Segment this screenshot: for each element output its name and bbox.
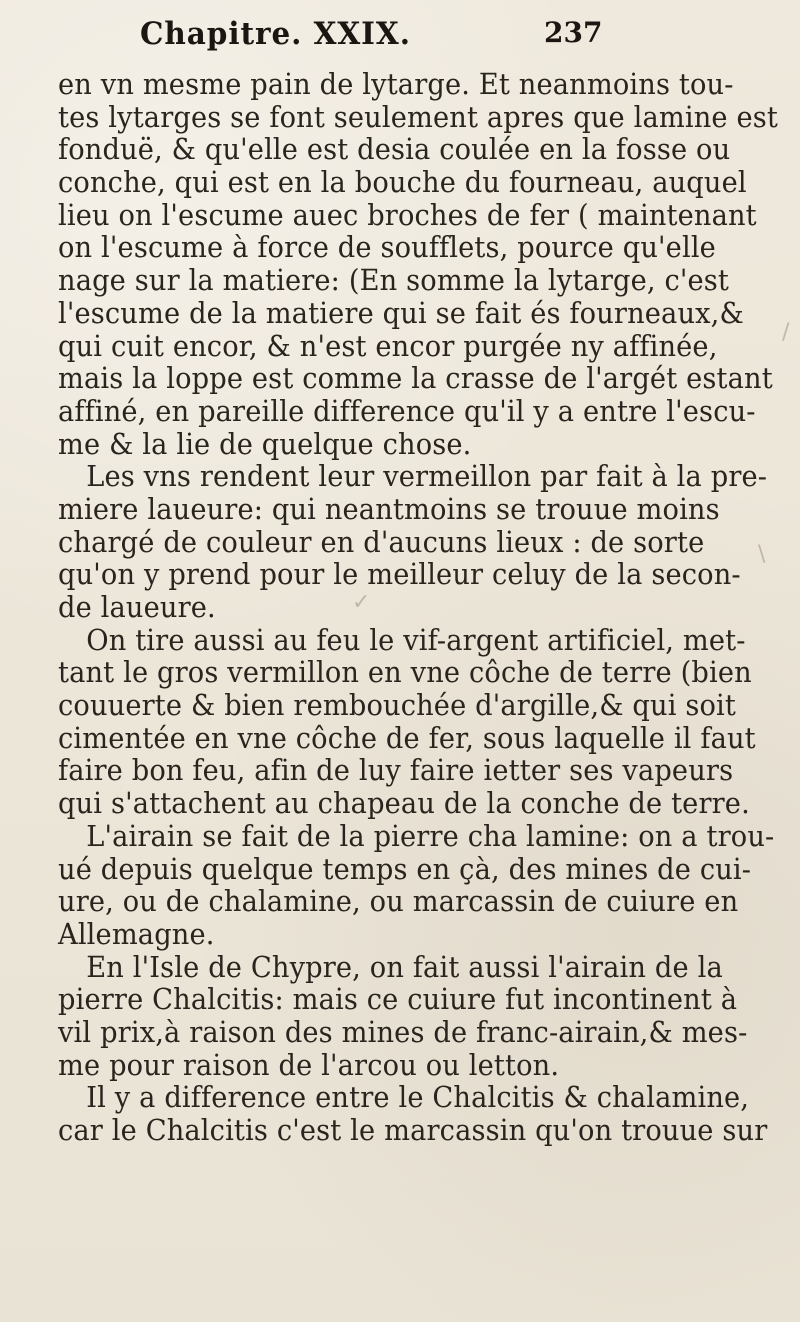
- text-line: ure, ou de chalamine, ou marcassin de cuiure en: [58, 884, 739, 919]
- text-line: nage sur la matiere: (En somme la lytarge, c'est: [58, 263, 730, 298]
- text-line: ué depuis quelque temps en çà, des mines de cui-: [58, 851, 752, 886]
- text-line: affiné, en pareille difference qu'il y a entre l'escu-: [58, 393, 756, 428]
- text-line: tant le gros vermillon en vne côche de terre (bien: [58, 655, 752, 690]
- text-line: tes lytarges se font seulement apres que lamine est: [58, 99, 778, 134]
- text-line: cimentée en vne côche de fer, sous laquelle il faut: [58, 720, 756, 755]
- text-line: me & la lie de quelque chose.: [58, 426, 472, 461]
- text-block: [58, 67, 778, 1147]
- margin-mark: \: [758, 542, 766, 567]
- text-line: car le Chalcitis c'est le marcassin qu'on trouue sur: [58, 1113, 768, 1147]
- paragraph-line: Il y a difference entre le Chalcitis & chalamine,: [86, 1080, 750, 1115]
- paragraph-line: On tire aussi au feu le vif-argent artificiel, met-: [86, 622, 746, 657]
- paragraph-line: L'airain se fait de la pierre cha lamine: on a trou-: [86, 818, 775, 853]
- page-number: 237: [544, 16, 603, 49]
- text-line: Allemagne.: [58, 916, 215, 951]
- text-line: mais la loppe est comme la crasse de l'argét estant: [58, 361, 773, 396]
- paragraph-line: Les vns rendent leur vermeillon par fait à la pre-: [86, 459, 768, 494]
- text-line: qu'on y prend pour le meilleur celuy de la secon-: [58, 557, 741, 592]
- text-line: l'escume de la matiere qui se fait és fourneaux,&: [58, 295, 744, 330]
- text-line: fonduë, & qu'elle est desia coulée en la fosse ou: [58, 132, 731, 167]
- text-line: lieu on l'escume auec broches de fer ( maintenant: [58, 197, 757, 232]
- paragraph-line: En l'Isle de Chypre, on fait aussi l'airain de la: [86, 949, 723, 984]
- text-line: qui s'attachent au chapeau de la conche de terre.: [58, 786, 750, 821]
- text-line: qui cuit encor, & n'est encor purgée ny affinée,: [58, 328, 718, 363]
- text-line: couuerte & bien rembouchée d'argille,& qui soit: [58, 688, 737, 723]
- text-line: pierre Chalcitis: mais ce cuiure fut incontinent à: [58, 982, 738, 1017]
- chapter-heading: Chapitre. XXIX.: [140, 16, 411, 52]
- text-line: de laueure.: [58, 590, 216, 624]
- text-line: vil prix,à raison des mines de franc-airain,& mes-: [58, 1014, 748, 1049]
- text-line: chargé de couleur en d'aucuns lieux : de sorte: [58, 524, 705, 559]
- text-line: conche, qui est en la bouche du fourneau, auquel: [58, 165, 747, 200]
- page-header: [0, 16, 800, 62]
- text-line: en vn mesme pain de lytarge. Et neanmoins tou-: [58, 67, 734, 101]
- ink-mark: ✓: [352, 590, 371, 615]
- text-line: on l'escume à force de soufflets, pource qu'elle: [58, 230, 716, 265]
- text-line: faire bon feu, afin de luy faire ietter ses vapeurs: [58, 753, 734, 788]
- text-line: miere laueure: qui neantmoins se trouue moins: [58, 491, 720, 526]
- margin-mark: /: [782, 320, 790, 345]
- text-line: me pour raison de l'arcou ou letton.: [58, 1047, 560, 1082]
